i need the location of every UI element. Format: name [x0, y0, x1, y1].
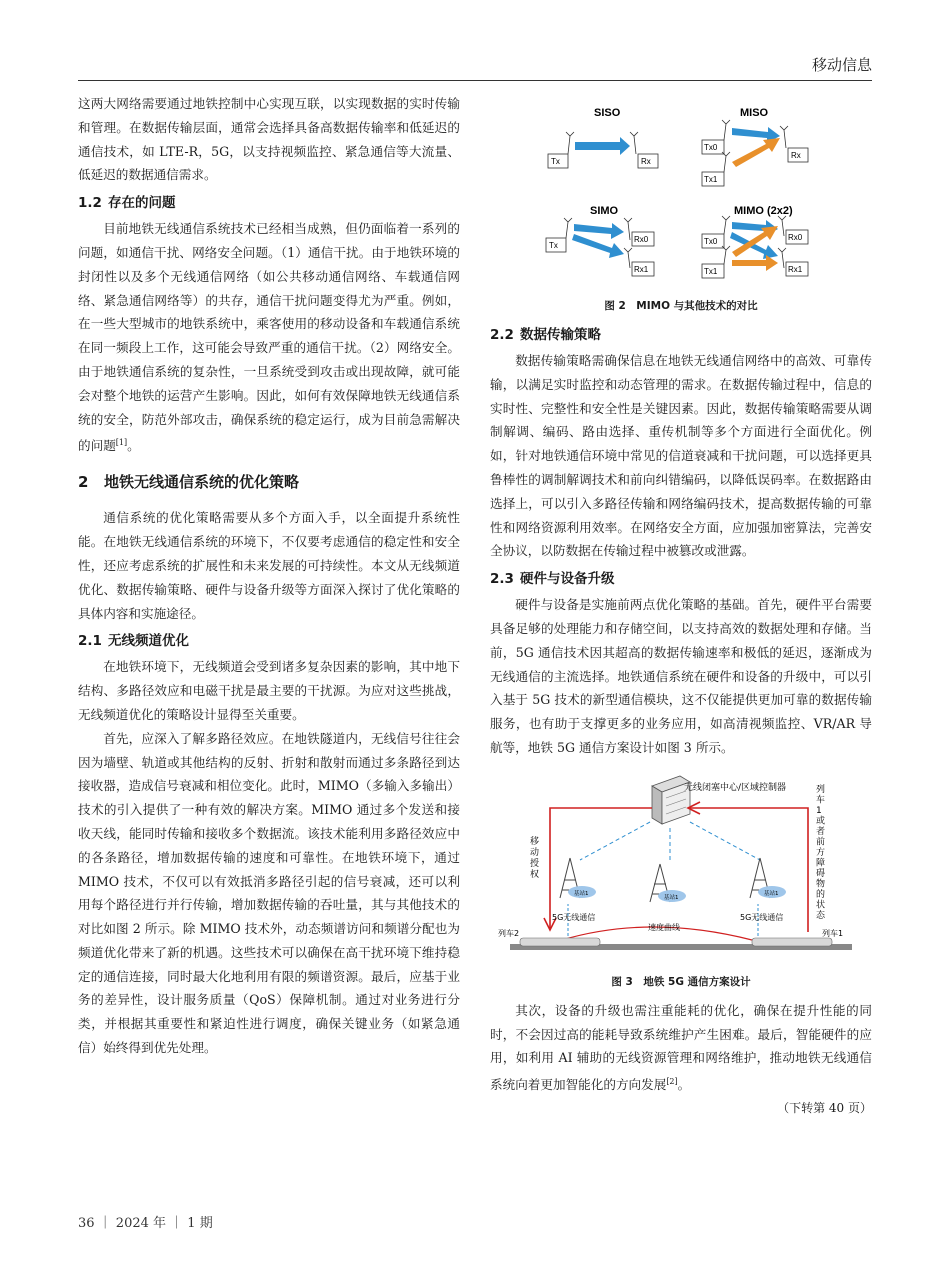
- section-title: 数据传输策略: [520, 327, 601, 343]
- wireless-link: [690, 822, 760, 860]
- movement-authority-label: 移动授权: [530, 836, 540, 880]
- mimo-diagram: [702, 205, 808, 278]
- antenna-icon: [722, 152, 730, 172]
- section-number: 1.2: [78, 195, 102, 212]
- section-1-2-heading: [78, 191, 460, 215]
- figure-3-5g-scheme: [490, 768, 872, 968]
- train-1-label: 列车1: [822, 928, 844, 938]
- figure-3-caption: 图 3 地铁 5G 通信方案设计: [611, 975, 751, 988]
- rx1-label: Rx1: [788, 265, 803, 274]
- rx-label: Rx: [791, 151, 801, 160]
- train-status-label: 列车 1 或者前方障碍物的状态: [816, 784, 826, 921]
- paragraph-end: 。: [127, 438, 140, 454]
- antenna-icon: [722, 246, 730, 264]
- siso-diagram: [548, 107, 658, 168]
- section-2-heading: [78, 468, 460, 496]
- base-station-middle: [650, 864, 686, 902]
- section-2-paragraph: 通信系统的优化策略需要从多个方面入手，以全面提升系统性能。在地铁无线通信系统的环境下，不仅要考虑通信的稳定性和安全性，还应考虑系统的扩展性和未来发展的可持续性。本文从无线频道优化、数据传输策略、硬件与设备升级等方面深入探讨了优化策略的具体内容和实施途径。: [78, 510, 460, 621]
- section-title: 无线频道优化: [108, 633, 189, 650]
- section-title: 硬件与设备升级: [520, 571, 615, 588]
- paragraph-end: 。: [677, 1077, 691, 1093]
- miso-label: MISO: [740, 107, 769, 119]
- section-1-2-paragraph: [78, 217, 460, 458]
- antenna-icon: [778, 216, 786, 236]
- antenna-icon: [630, 132, 638, 154]
- section-2-3-paragraph-2: [490, 999, 872, 1097]
- wireless-link: [580, 822, 650, 860]
- siso-label: SISO: [594, 107, 621, 119]
- figure-2-mimo-comparison: [490, 92, 872, 292]
- continued-note: （下转第 40 页）: [777, 1101, 872, 1116]
- journal-title: 移动信息: [811, 56, 872, 74]
- antenna-icon: [624, 218, 632, 240]
- figure-2-caption: 图 2 MIMO 与其他技术的对比: [604, 300, 758, 312]
- train-2-label: 列车2: [498, 928, 520, 938]
- section-title: 地铁无线通信系统的优化策略: [104, 473, 300, 492]
- section-2-1-heading: [78, 629, 460, 653]
- antenna-icon: [722, 216, 730, 234]
- signal-arrow: [572, 234, 624, 258]
- antenna-icon: [566, 132, 574, 154]
- simo-label: SIMO: [590, 205, 619, 217]
- train-1: [752, 938, 832, 946]
- base-station-label: 基站1: [574, 890, 589, 897]
- 5g-right-label: 5G无线通信: [740, 912, 784, 922]
- paragraph-text: 其次，设备的升级也需注重能耗的优化，确保在提升性能的同时，不会因过高的能耗导致系统维护产生困难。最后，智能硬件的应用，如利用 AI 辅助的无线资源管理和网络维护，推动地铁无线通信系统向着更加智能化的方向发展: [490, 1002, 872, 1093]
- paragraph-text: 目前地铁无线通信系统技术已经相当成熟，但仍面临着一系列的问题，如通信干扰、网络安全问题。（1）通信干扰。由于地铁环境的封闭性以及多个无线通信网络（如公共移动通信网络、车载通信网络、紧急通信网络等）的共存，通信干扰问题变得尤为严重。例如，在一些大型城市的地铁系统中，乘客使用的移动设备和车载通信系统在同一频段上工作，这可能会导致严重的通信干扰。（2）网络安全。由于地铁通信系统的复杂性，一旦系统受到攻击或出现故障，就可能会对整个地铁的运营产生影响。因此，如何有效保障地铁无线通信系统的安全，防范外部攻击，确保系统的稳定运行，成为目前急需解决的问题: [78, 221, 460, 454]
- tx-label: Tx: [549, 241, 558, 250]
- 5g-left-label: 5G无线通信: [552, 912, 596, 922]
- rx0-label: Rx0: [634, 235, 649, 244]
- antenna-icon: [624, 248, 632, 268]
- citation-ref: [1]: [115, 438, 128, 448]
- rx1-label: Rx1: [634, 265, 649, 274]
- section-number: 2: [78, 473, 89, 492]
- left-column: [78, 92, 460, 1060]
- section-2-1-paragraph-1: 在地铁环境下，无线频道会受到诸多复杂因素的影响，其中地下结构、多路径效应和电磁干扰是最主要的干扰源。为应对这些挑战，无线频道优化的策略设计显得至关重要。: [78, 659, 460, 722]
- rx-label: Rx: [641, 157, 651, 166]
- section-2-2-paragraph: 数据传输策略需确保信息在地铁无线通信网络中的高效、可靠传输，以满足实时监控和动态管理的需求。在数据传输过程中，信息的实时性、完整性和安全性是关键因素。因此，数据传输策略需要从调制解调、编码、路由选择、重传机制等多个方面进行全面优化。例如，针对地铁通信环境中常见的信道衰减和干扰问题，可以选择更具鲁棒性的调制解调技术和前向纠错编码，以降低误码率。在数据路由选择上，可以引入多路径传输和网络编码技术，提高数据传输的可靠性和网络资源利用效率。在网络安全方面，应加强加密算法，完善安全协议，以防数据在传输过程中被篡改或泄露。: [490, 353, 872, 559]
- section-2-1-paragraph-2: 首先，应深入了解多路径效应。在地铁隧道内，无线信号往往会因为墙壁、轨道或其他结构的反射、折射和散射而通过多条路径到达接收器，造成信号衰减和相位变化。此时，MIMO（多输入多输出）技术的引入提供了一种有效的解决方案。MIMO 通过多个发送和接收天线，能同时传输和接收多个数据流。该技术能利用多路径效应中的各条路径，增加数据传输的速度和可靠性。在地铁环境下，通过 MIMO 技术，不仅可以有效抵消多路径引起的信号衰减，还可以利用每个路径进行并行传输，增加数据传输的吞吐量，其与其他技术的对比如图 2 所示。除 MIMO 技术外，动态频谱访问和频谱分配也为频道优化带来了新的机遇。这些技术可以确保在高干扰环境下维持稳定的通信连接，同时最大化地利用有限的频谱资源。最后，应基于业务的差异性，设计服务质量（QoS）保障机制。通过对业务进行分类，并根据其重要性和紧迫性进行调度，确保关键业务（如紧急通信）始终得到优先处理。: [78, 730, 460, 1056]
- tx0-label: Tx0: [704, 143, 718, 152]
- base-station-label: 基站1: [764, 890, 779, 897]
- base-station-left: [560, 858, 596, 898]
- simo-diagram: [546, 205, 654, 276]
- base-station-right: [750, 858, 786, 898]
- control-center-label: 无线闭塞中心/区域控制器: [684, 782, 787, 793]
- intro-paragraph: 这两大网络需要通过地铁控制中心实现互联，以实现数据的实时传输和管理。在数据传输层面，通常会选择具备高数据传输率和低延迟的通信技术，如 LTE-R，5G，以支持视频监控、紧急通信等大流量、低延迟的数据通信需求。: [78, 96, 460, 183]
- section-2-3-heading: [490, 567, 872, 591]
- page-footer: 36 ｜ 2024 年 ｜ 1 期: [78, 1216, 213, 1231]
- antenna-icon: [778, 248, 786, 268]
- signal-arrow-orange: [732, 255, 778, 271]
- tx1-label: Tx1: [704, 267, 718, 276]
- rx0-label: Rx0: [788, 233, 803, 242]
- speed-curve-label: 速度曲线: [648, 922, 680, 932]
- right-column: [490, 92, 872, 1119]
- section-2-2-heading: [490, 323, 872, 347]
- section-number: 2.1: [78, 633, 102, 650]
- section-number: 2.3: [490, 571, 514, 588]
- section-number: 2.2: [490, 327, 514, 343]
- section-title: 存在的问题: [108, 195, 176, 212]
- signal-arrow: [574, 223, 624, 239]
- miso-diagram: [702, 107, 808, 186]
- train-2: [520, 938, 600, 946]
- antenna-icon: [722, 120, 730, 140]
- tx-label: Tx: [551, 157, 560, 166]
- section-2-3-paragraph-1: 硬件与设备是实施前两点优化策略的基础。首先，硬件平台需要具备足够的处理能力和存储空间，以支持高效的数据处理和存储。当前，5G 通信技术因其超高的数据传输速率和极低的延迟，逐渐成为无线通信的主流选择。地铁通信系统在硬件和设备的升级中，可以引入基于 5G 技术的新型通信模块，这不仅能提供更加可靠的数据传输服务，也有助于支撑更多的业务应用，如高清视频监控、VR/AR 导航等，地铁 5G 通信方案设计如图 3 所示。: [490, 597, 872, 755]
- tx0-label: Tx0: [704, 237, 718, 246]
- mimo-label: MIMO (2x2): [734, 205, 793, 217]
- citation-ref: [2]: [666, 1077, 678, 1087]
- antenna-icon: [564, 218, 572, 238]
- antenna-icon: [780, 126, 788, 148]
- base-station-label: 基站1: [664, 894, 679, 901]
- movement-authority-line: [550, 808, 652, 928]
- tx1-label: Tx1: [704, 175, 718, 184]
- signal-arrow: [575, 137, 630, 155]
- page-header: [78, 50, 872, 81]
- signal-arrow-orange: [732, 138, 780, 167]
